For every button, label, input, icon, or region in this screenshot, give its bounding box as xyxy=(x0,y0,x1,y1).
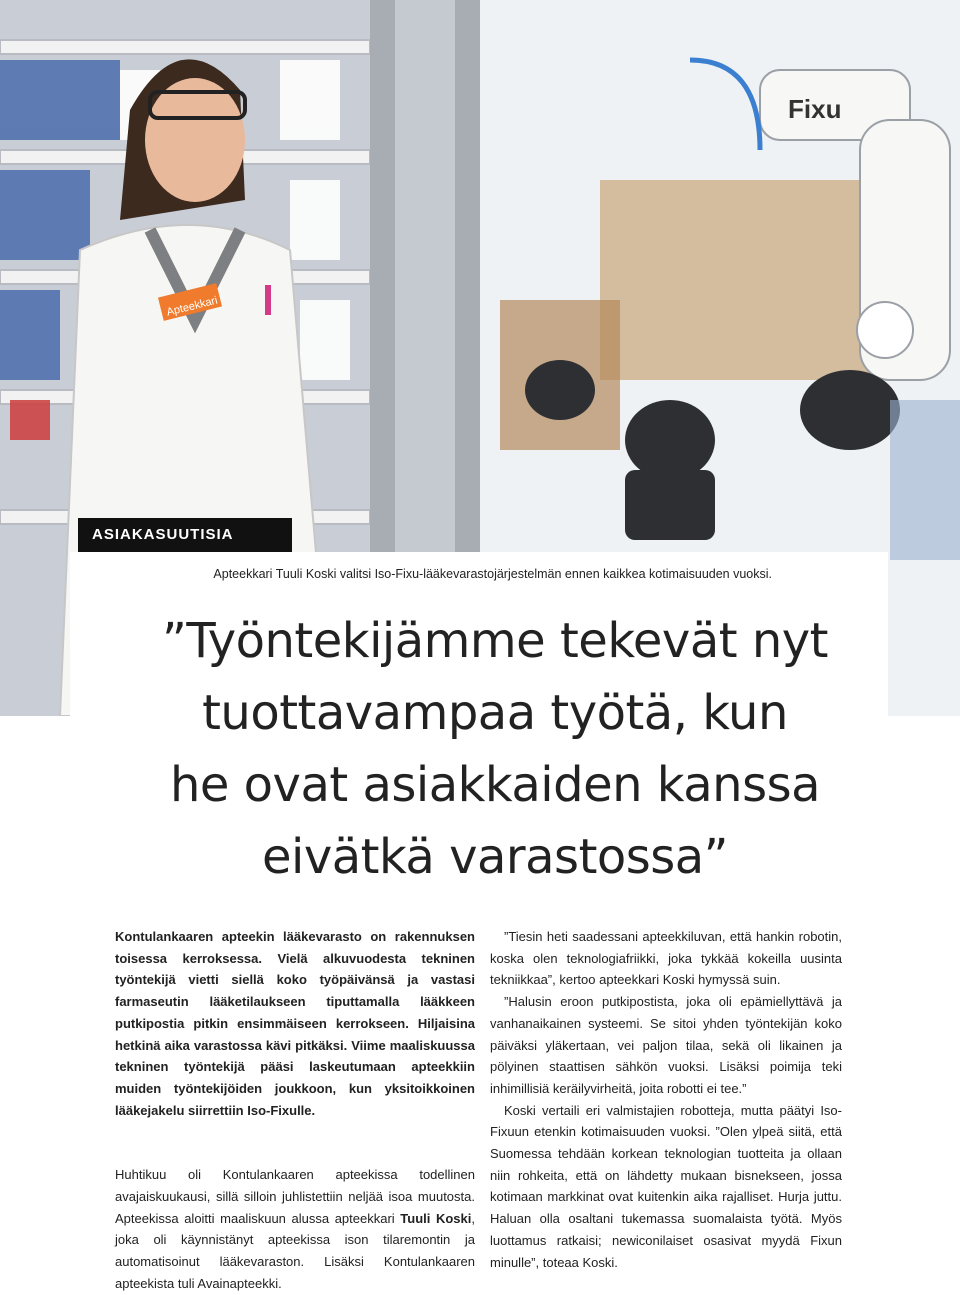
headline-line: tuottavampaa työtä, kun xyxy=(202,685,788,741)
body-paragraph: Koski vertaili eri valmistajien robotteja, mutta päätyi Iso-Fixuun etenkin kotimaisuuden vuoksi. ”Olen ylpeä siitä, että Suomessa tehdään korkean teknologian tuotteita ja ollaan niin rohkeita, että on lähdetty mukaan bisnekseen, jossa kotimaan markkinat ovat kuitenkin aika rajalliset. Hurja juttu. Haluan olla osaltani tukemassa suomalaista työtä. Myös luottamus ratkaisi; newiconilaiset osasivat myydä Fixun minulle”, toteaa Koski. xyxy=(490,1102,842,1270)
name-badge: Apteekkari xyxy=(165,294,219,319)
headline-line: eivätkä varastossa” xyxy=(261,829,729,885)
photo-caption: Apteekkari Tuuli Koski valitsi Iso-Fixu-lääkevarastojärjestelmän ennen kaikkea kotimaisuuden vuoksi. xyxy=(213,567,772,581)
body-text: Huhtikuu oli Kontulankaaren apteekissa todellinen avajaiskuukausi, sillä silloin juhlistettiin neljää isoa muutosta. Apteekissa aloitti maaliskuun alussa apteekkari xyxy=(115,1167,475,1226)
quote-paragraph: ”Tiesin heti saadessani apteekkiluvan, että hankin robotin, koska olen teknologiafriikki, joka tykkää kokeilla uusinta tekniikkaa”, kertoo apteekkari Koski hymyssä suin. xyxy=(490,929,842,988)
headline xyxy=(100,605,890,893)
quote-paragraph: ”Halusin eroon putkipostista, joka oli epämiellyttävä ja vanhanaikainen systeemi. Se sitoi yhden työntekijän koko päiväksi yläkertaan, vei paljon tilaa, sekä oli likainen ja pölyinen staattisen sähkön vuoksi. Lisäksi poimija teki inhimillisiä keräilyvirheitä, joita robotti ei tee.” xyxy=(490,994,842,1096)
right-column xyxy=(490,926,842,1273)
left-column xyxy=(115,926,475,1295)
body-text: , joka oli käynnistänyt apteekissa ison tilaremontin ja automatisoinut lääkevaraston. Lisäksi Kontulankaaren apteekista tuli Avainapteekki. xyxy=(115,1210,475,1291)
body-paragraph xyxy=(115,1164,475,1294)
robot-logo: Fixu xyxy=(788,94,842,124)
headline-line: he ovat asiakkaiden kanssa xyxy=(169,757,821,813)
lead-paragraph: Kontulankaaren apteekin lääkevarasto on rakennuksen toisessa kerroksessa. Vielä alkuvuodesta tekninen työntekijä vietti siellä koko työpäivänsä ja vastasi farmaseutin lääketilaukseen tiputtamalla lääkkeen putkipostia pitkin ensimmäiseen kerrokseen. Hiljaisina hetkinä aika varastossa kävi pitkäksi. Viime maaliskuussa tekninen työntekijä pääsi laskeutumaan apteekkiin muiden työntekijöiden joukkoon, kun yksitoikkoinen lääkejakelu siirrettiin Iso-Fixulle. xyxy=(115,929,475,1118)
person-name: Tuuli Koski xyxy=(400,1210,472,1226)
section-tag: ASIAKASUUTISIA xyxy=(78,518,292,552)
headline-line: ”Työntekijämme tekevät nyt xyxy=(162,613,828,669)
